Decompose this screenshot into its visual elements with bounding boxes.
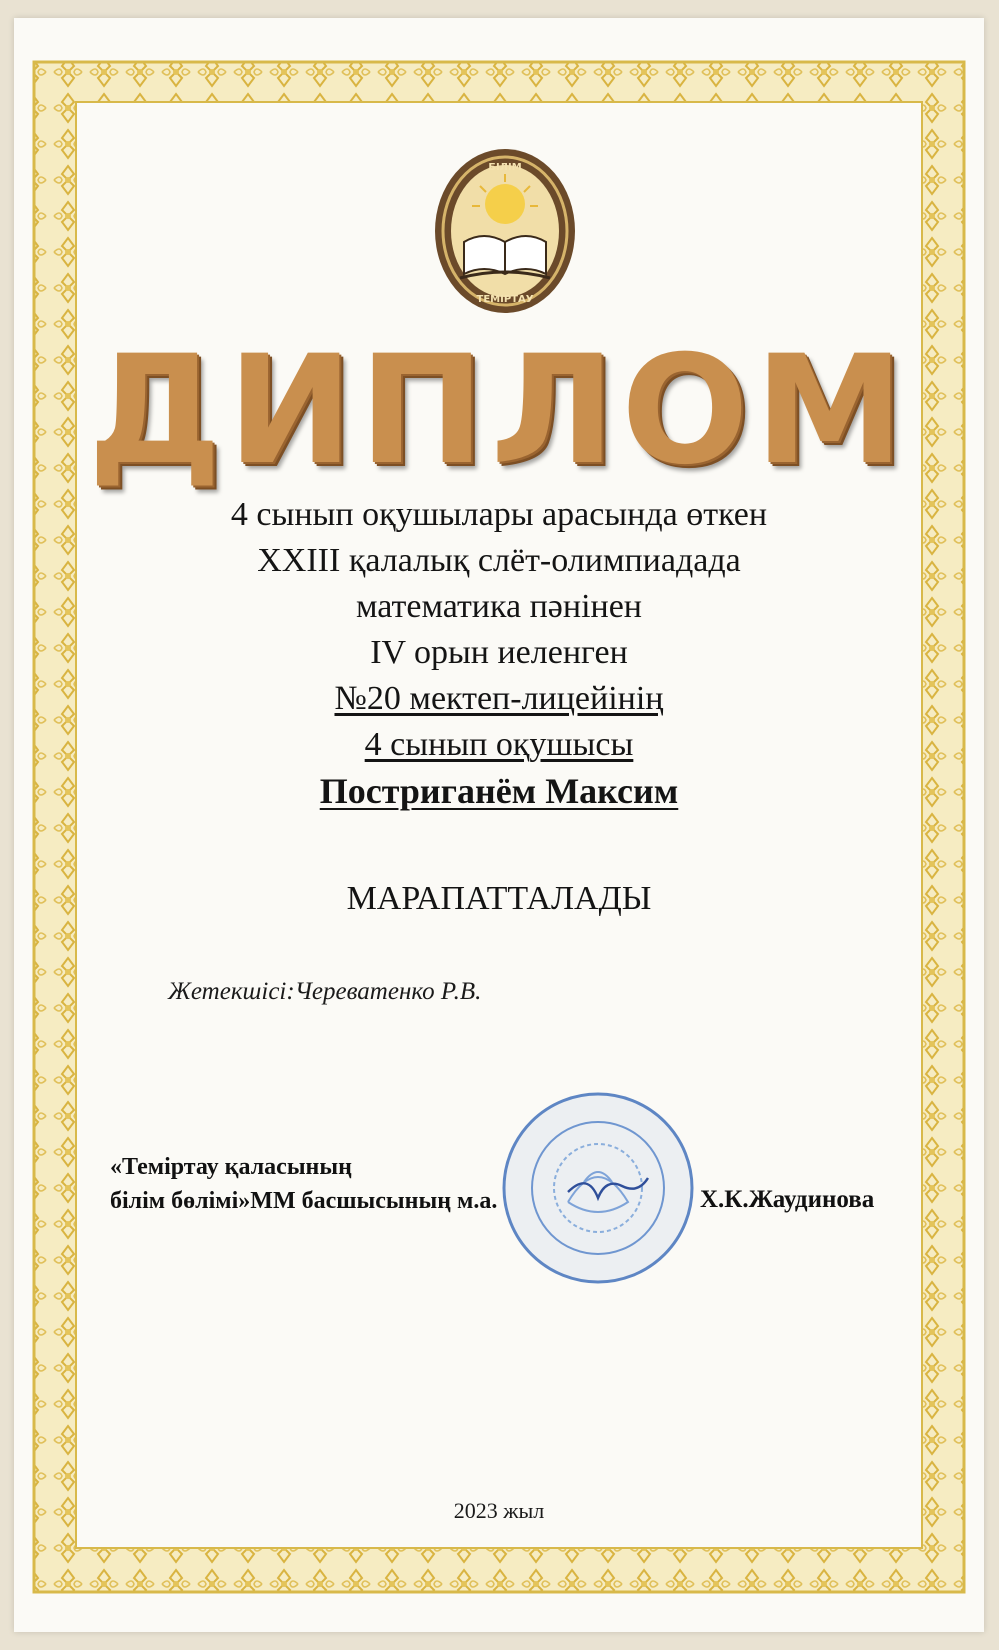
education-emblem-logo — [432, 146, 578, 316]
student-name: Постриганём Максим — [319, 771, 679, 811]
body-line-school: №20 мектеп-лицейінің — [334, 680, 664, 717]
body-line-grade: 4 сынып оқушысы — [364, 726, 634, 763]
year-label: 2023 жыл — [453, 1498, 545, 1523]
signatory-line-2: білім бөлімі»ММ басшысының м.а. — [110, 1188, 498, 1214]
leader-line: Жетекшісі:Череватенко Р.В. — [168, 978, 482, 1005]
body-line-4: IV орын иеленген — [370, 634, 628, 671]
signatory-title — [110, 1150, 497, 1218]
signatory-name: Х.К.Жаудинова — [700, 1186, 875, 1213]
body-line-1: 4 сынып оқушылары арасында өткен — [230, 496, 768, 533]
award-description — [14, 492, 984, 814]
signatory-line-1: «Теміртау қаласының — [110, 1154, 352, 1180]
body-line-3: математика пәнінен — [356, 588, 642, 625]
diploma-page — [14, 18, 984, 1632]
body-line-2: XXIII қалалық слёт-олимпиадада — [257, 542, 741, 579]
svg-text:ТЕМІРТАУ: ТЕМІРТАУ — [476, 294, 534, 305]
svg-text:БІЛІМ: БІЛІМ — [488, 162, 522, 173]
diploma-title: ДИПЛОМ — [87, 324, 911, 498]
award-word: МАРАПАТТАЛАДЫ — [346, 880, 652, 917]
official-stamp-seal — [498, 1082, 698, 1294]
